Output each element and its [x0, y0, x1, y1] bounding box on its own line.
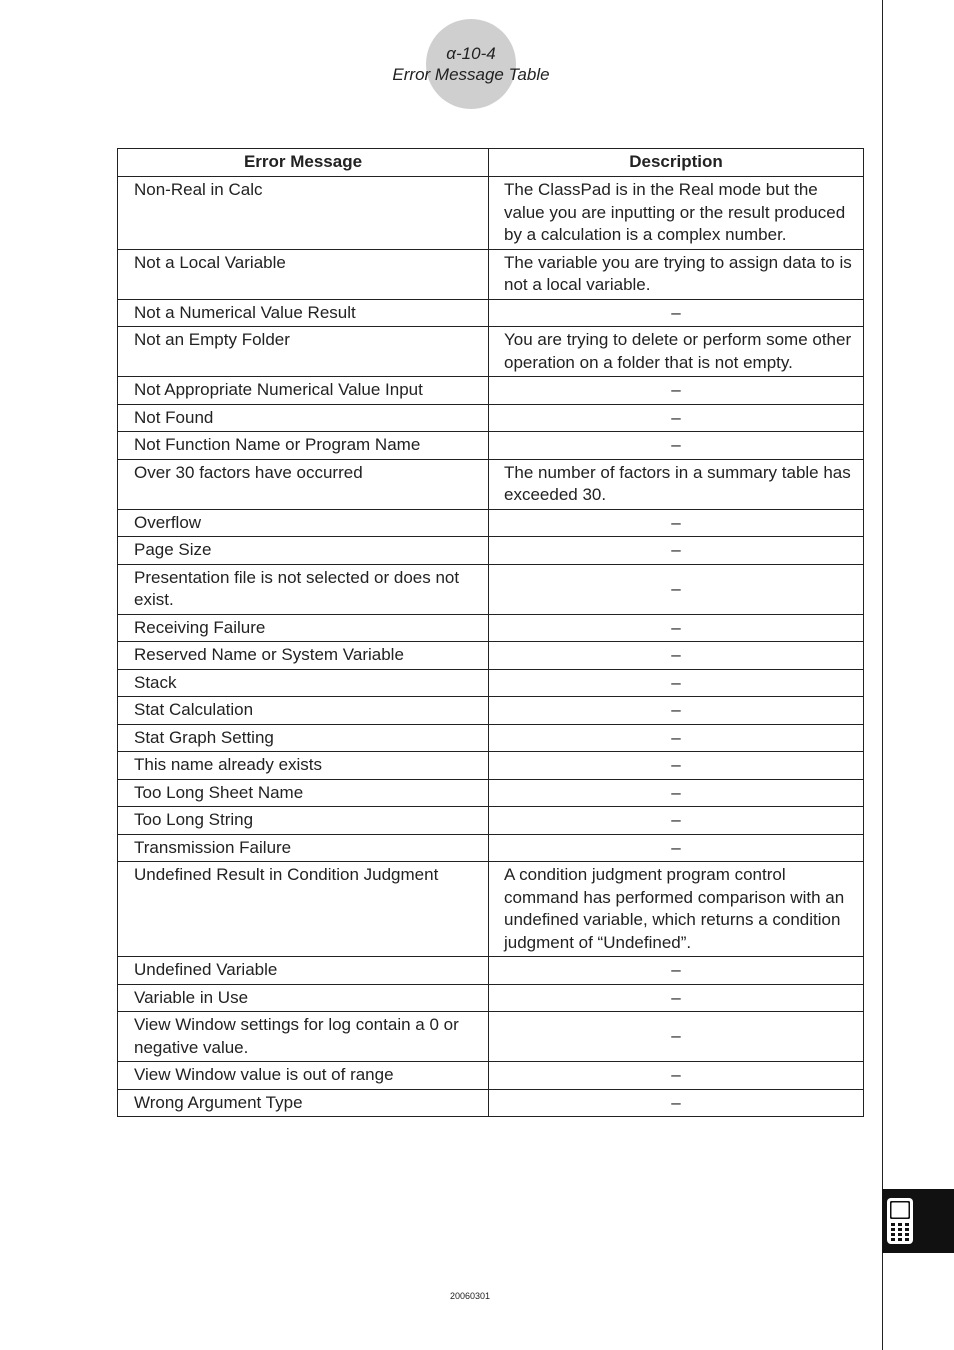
page-number-badge: [426, 19, 516, 109]
table-header-row: [118, 149, 864, 177]
error-message-cell: Stat Graph Setting: [118, 724, 489, 752]
table-row: [118, 432, 864, 460]
description-cell: –: [489, 984, 864, 1012]
description-cell: –: [489, 614, 864, 642]
error-message-cell: Overflow: [118, 509, 489, 537]
description-cell: –: [489, 404, 864, 432]
error-message-cell: Wrong Argument Type: [118, 1089, 489, 1117]
description-cell: –: [489, 807, 864, 835]
table-row: [118, 1062, 864, 1090]
description-cell: A condition judgment program control command has performed comparison with an undefined variable, which returns a condition judgment of “Undefined”.: [489, 862, 864, 957]
table-body: [118, 177, 864, 1117]
page-edge-rule: [882, 0, 883, 1350]
description-cell: –: [489, 537, 864, 565]
error-message-cell: Undefined Variable: [118, 957, 489, 985]
table-row: [118, 1012, 864, 1062]
table-row: [118, 752, 864, 780]
description-cell: The ClassPad is in the Real mode but the value you are inputting or the result produced by a calculation is a complex number.: [489, 177, 864, 250]
error-message-cell: Not Appropriate Numerical Value Input: [118, 377, 489, 405]
chapter-tab: [882, 1189, 954, 1253]
table-row: [118, 377, 864, 405]
error-message-cell: Variable in Use: [118, 984, 489, 1012]
error-message-cell: Receiving Failure: [118, 614, 489, 642]
error-message-cell: Reserved Name or System Variable: [118, 642, 489, 670]
table-row: [118, 669, 864, 697]
table-row: [118, 724, 864, 752]
description-cell: –: [489, 509, 864, 537]
description-cell: The variable you are trying to assign data to is not a local variable.: [489, 249, 864, 299]
table-row: [118, 1089, 864, 1117]
description-cell: –: [489, 752, 864, 780]
description-cell: –: [489, 957, 864, 985]
description-cell: –: [489, 779, 864, 807]
table-row: [118, 957, 864, 985]
table-row: [118, 509, 864, 537]
error-message-cell: Undefined Result in Condition Judgment: [118, 862, 489, 957]
table-row: [118, 697, 864, 725]
table-row: [118, 459, 864, 509]
table-row: [118, 642, 864, 670]
table-row: [118, 834, 864, 862]
error-message-cell: Not an Empty Folder: [118, 327, 489, 377]
column-header-description: Description: [489, 149, 864, 177]
error-message-cell: View Window value is out of range: [118, 1062, 489, 1090]
error-message-cell: Not a Numerical Value Result: [118, 299, 489, 327]
table-row: [118, 299, 864, 327]
error-message-cell: View Window settings for log contain a 0 or negative value.: [118, 1012, 489, 1062]
error-message-cell: Presentation file is not selected or does not exist.: [118, 564, 489, 614]
error-message-table: [117, 148, 864, 1117]
table-row: [118, 327, 864, 377]
table-row: [118, 404, 864, 432]
description-cell: –: [489, 1012, 864, 1062]
calculator-icon: [886, 1197, 914, 1245]
table-row: [118, 862, 864, 957]
error-message-cell: Not Function Name or Program Name: [118, 432, 489, 460]
description-cell: –: [489, 1062, 864, 1090]
footer-code: 20060301: [449, 1291, 491, 1301]
description-cell: –: [489, 669, 864, 697]
description-cell: –: [489, 834, 864, 862]
description-cell: –: [489, 432, 864, 460]
description-cell: –: [489, 1089, 864, 1117]
section-title: Error Message Table: [392, 65, 550, 84]
error-message-cell: Too Long Sheet Name: [118, 779, 489, 807]
error-message-cell: Page Size: [118, 537, 489, 565]
description-cell: –: [489, 564, 864, 614]
description-cell: –: [489, 377, 864, 405]
error-message-cell: Over 30 factors have occurred: [118, 459, 489, 509]
table-row: [118, 249, 864, 299]
description-cell: –: [489, 724, 864, 752]
error-message-cell: Stat Calculation: [118, 697, 489, 725]
error-message-cell: Stack: [118, 669, 489, 697]
table-row: [118, 177, 864, 250]
error-message-cell: Not a Local Variable: [118, 249, 489, 299]
error-message-cell: Transmission Failure: [118, 834, 489, 862]
page-number: α-10-4: [446, 44, 496, 63]
table-row: [118, 614, 864, 642]
table-row: [118, 564, 864, 614]
table-row: [118, 984, 864, 1012]
description-cell: The number of factors in a summary table has exceeded 30.: [489, 459, 864, 509]
description-cell: –: [489, 697, 864, 725]
description-cell: –: [489, 642, 864, 670]
table-row: [118, 779, 864, 807]
table-row: [118, 807, 864, 835]
error-message-cell: This name already exists: [118, 752, 489, 780]
error-message-cell: Not Found: [118, 404, 489, 432]
description-cell: –: [489, 299, 864, 327]
table-row: [118, 537, 864, 565]
error-message-cell: Too Long String: [118, 807, 489, 835]
column-header-error-message: Error Message: [118, 149, 489, 177]
description-cell: You are trying to delete or perform some other operation on a folder that is not empty.: [489, 327, 864, 377]
error-message-cell: Non-Real in Calc: [118, 177, 489, 250]
